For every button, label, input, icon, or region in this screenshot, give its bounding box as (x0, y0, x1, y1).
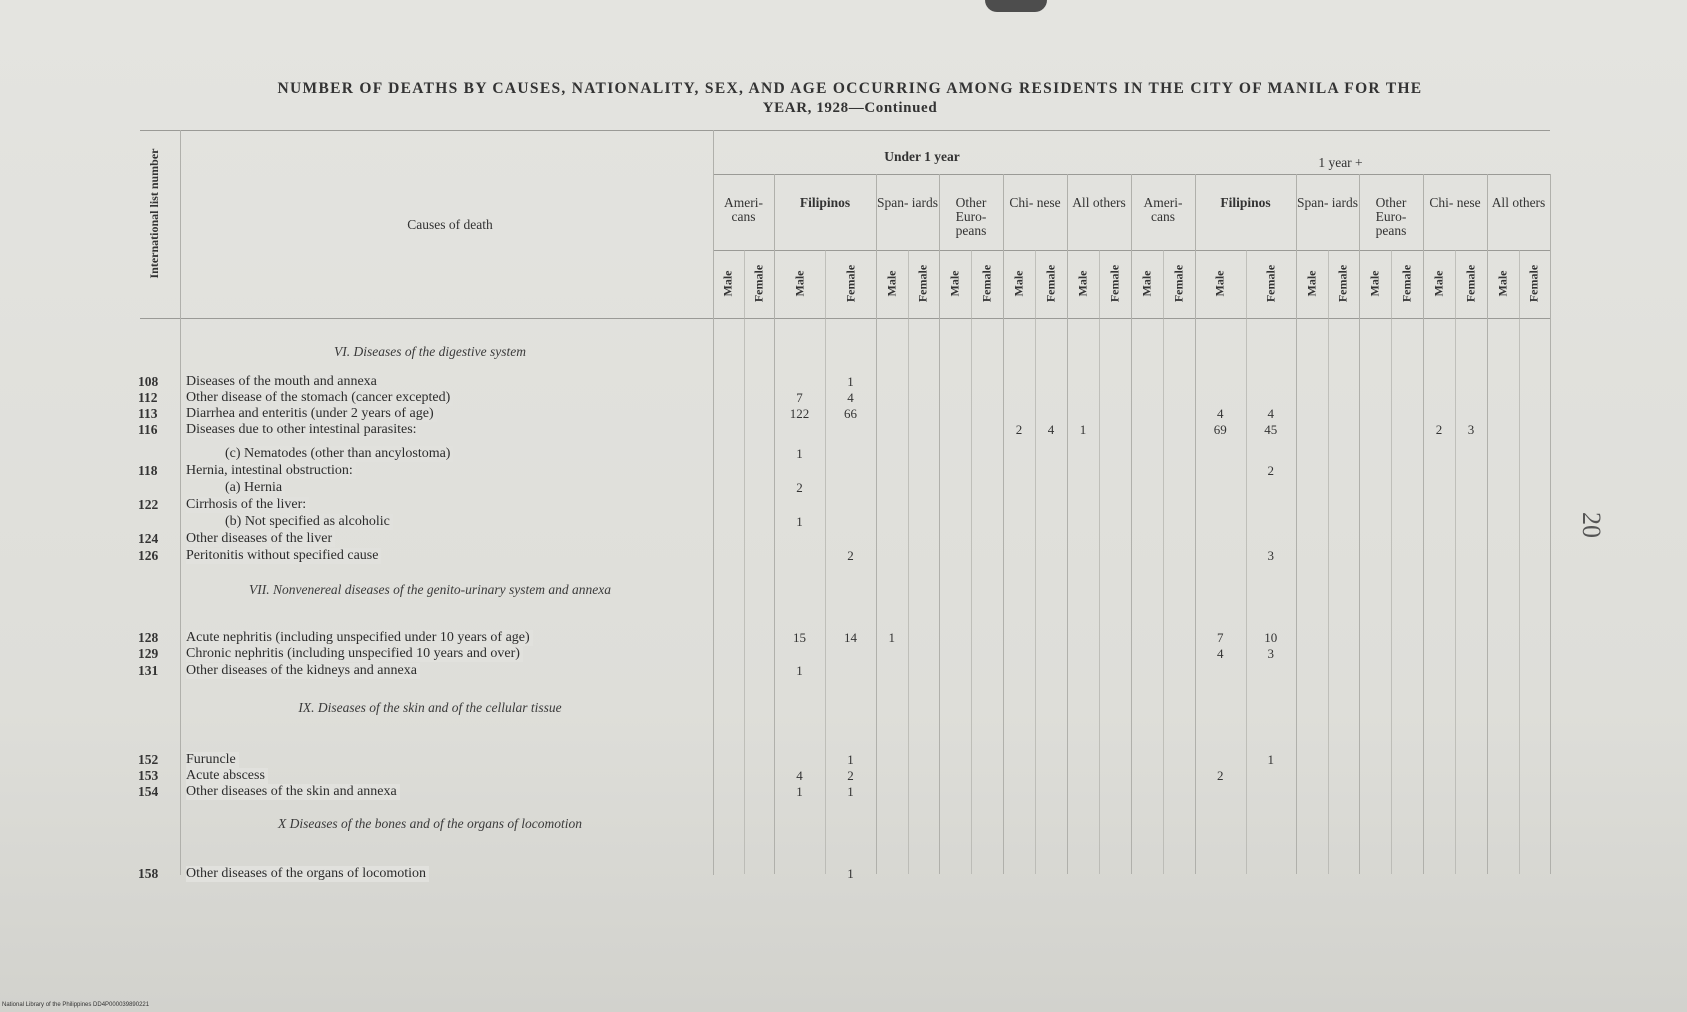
list-number: 128 (138, 630, 159, 645)
death-count-cell: 1 (847, 752, 854, 767)
table-row (0, 784, 1560, 800)
page-number: 20 (1577, 512, 1606, 538)
female-column-header: Female (1335, 264, 1350, 303)
cause-label: Furuncle (186, 752, 239, 768)
death-count-cell: 3 (1467, 422, 1475, 437)
death-count-cell: 4 (1217, 646, 1224, 661)
table-row (0, 463, 1560, 479)
death-count-cell: 45 (1264, 422, 1278, 437)
cause-label: Diseases due to other intestinal parasites: (186, 422, 420, 438)
table-row (0, 374, 1560, 390)
list-number: 113 (138, 406, 158, 421)
death-count-cell: 1 (1267, 752, 1274, 767)
table-row (0, 646, 1560, 662)
death-count-cell: 66 (844, 406, 857, 421)
leader-dots (190, 492, 1550, 493)
table-row (0, 866, 1560, 882)
list-number: 131 (138, 663, 159, 678)
nationality-header: Other Euro- peans (1375, 195, 1407, 238)
male-column-header: Male (1304, 270, 1319, 297)
female-column-header: Female (1463, 264, 1478, 303)
male-column-header: Male (1212, 270, 1227, 297)
male-column-header: Male (1075, 270, 1090, 297)
nationality-header: Chi- nese (1009, 195, 1061, 210)
death-count-cell: 4 (847, 390, 854, 405)
male-column-header: Male (792, 270, 806, 297)
nationality-header: All others (1072, 195, 1126, 210)
cause-label: Diseases of the mouth and annexa (186, 374, 380, 390)
death-count-cell: 1 (796, 446, 803, 461)
table-row (0, 497, 1560, 513)
table-row (0, 548, 1560, 564)
leader-dots (190, 780, 1550, 781)
nationality-header: Span- iards (876, 195, 939, 210)
cause-label: Other diseases of the kidneys and annexa (186, 663, 420, 679)
section-heading: X Diseases of the bones and of the organs of locomotion (278, 816, 582, 831)
cause-label: Acute abscess (186, 768, 268, 784)
nationality-header: Ameri- cans (1143, 195, 1183, 224)
causes-of-death-header: Causes of death (407, 217, 493, 232)
female-column-header: Female (1526, 264, 1541, 303)
death-count-cell: 122 (789, 406, 810, 421)
cause-label: Other disease of the stomach (cancer excepted) (186, 390, 453, 406)
death-count-cell: 4 (1217, 406, 1224, 421)
male-column-header: Male (1431, 270, 1446, 297)
leader-dots (190, 764, 1550, 765)
death-count-cell: 4 (1047, 422, 1055, 437)
table-row (0, 480, 1560, 496)
female-column-header: Female (979, 264, 994, 303)
cause-label: (b) Not specified as alcoholic (225, 514, 393, 530)
death-count-cell: 1 (796, 514, 803, 529)
table-row (0, 630, 1560, 646)
table-row (0, 663, 1560, 679)
table-row (0, 768, 1560, 784)
list-number: 152 (138, 752, 159, 767)
death-count-cell: 2 (1267, 463, 1274, 478)
list-number: 129 (138, 646, 159, 661)
death-count-cell: 14 (844, 630, 857, 645)
leader-dots (190, 526, 1550, 527)
section-heading: VII. Nonvenereal diseases of the genito-urinary system and annexa (248, 582, 612, 597)
1-year-plus-header: 1 year + (1318, 155, 1363, 170)
list-number: 112 (138, 390, 158, 405)
death-count-cell: 2 (847, 548, 854, 563)
death-count-cell: 4 (796, 768, 803, 783)
nationality-header: Filipinos (799, 195, 851, 210)
leader-dots (190, 386, 1550, 387)
male-column-header: Male (1139, 270, 1154, 297)
leader-dots (190, 475, 1550, 476)
header-top-rule (140, 130, 1550, 131)
death-count-cell: 2 (1435, 422, 1443, 437)
table-row (0, 446, 1560, 462)
death-count-cell: 2 (1217, 768, 1224, 783)
list-number: 153 (138, 768, 159, 783)
female-column-header: Female (915, 264, 930, 303)
nationality-header: Ameri- cans (724, 195, 763, 224)
leader-dots (190, 509, 1550, 510)
female-column-header: Female (843, 264, 857, 303)
cause-label: Chronic nephritis (including unspecified 10 years and over) (186, 646, 523, 662)
death-count-cell: 2 (847, 768, 854, 783)
death-count-cell: 10 (1264, 630, 1278, 645)
death-count-cell: 1 (888, 630, 895, 645)
death-count-cell: 1 (847, 866, 854, 881)
male-column-header: Male (1367, 270, 1382, 297)
death-count-cell: 1 (1079, 422, 1087, 437)
male-column-header: Male (1011, 270, 1026, 297)
table-title-line-2: YEAR, 1928—Continued (762, 100, 938, 116)
cause-label: Acute nephritis (including unspecified under 10 years of age) (186, 630, 533, 646)
death-count-cell: 1 (796, 784, 803, 799)
table-row (0, 752, 1560, 768)
scan-footer: National Library of the Philippines DD4P000039890221 (2, 1002, 150, 1008)
death-count-cell: 2 (1015, 422, 1023, 437)
female-column-header: Female (1263, 264, 1278, 303)
table-row (0, 422, 1560, 438)
list-number: 124 (138, 531, 159, 546)
death-count-cell: 2 (796, 480, 803, 495)
death-count-cell: 3 (1267, 646, 1274, 661)
cause-label: Other diseases of the liver (186, 531, 335, 547)
section-heading: IX. Diseases of the skin and of the cellular tissue (298, 700, 562, 715)
nationality-header: Chi- nese (1429, 195, 1481, 210)
death-count-cell: 69 (1213, 422, 1227, 437)
under-1-year-header: Under 1 year (884, 149, 960, 164)
cause-label: Cirrhosis of the liver: (186, 497, 309, 513)
section-heading: VI. Diseases of the digestive system (334, 344, 526, 359)
cause-label: Other diseases of the skin and annexa (186, 784, 400, 800)
death-count-cell: 1 (847, 784, 854, 799)
table-title-line-1: NUMBER OF DEATHS BY CAUSES, NATIONALITY, SEX, AND AGE OCCURRING AMONG RESIDENTS IN THE CITY OF MANILA FOR THE (277, 80, 1423, 97)
cause-label: (a) Hernia (225, 480, 285, 496)
female-column-header: Female (1107, 264, 1122, 303)
cause-label: Hernia, intestinal obstruction: (186, 463, 356, 479)
table-row (0, 406, 1560, 422)
death-count-cell: 7 (1217, 630, 1224, 645)
death-count-cell: 15 (793, 630, 806, 645)
female-column-header: Female (751, 264, 766, 303)
ink-blot (985, 0, 1047, 12)
cause-label: Diarrhea and enteritis (under 2 years of age) (186, 406, 437, 422)
male-column-header: Male (884, 270, 899, 297)
table-row (0, 514, 1560, 530)
list-number: 118 (138, 463, 158, 478)
list-number: 154 (138, 784, 159, 799)
list-number: 122 (138, 497, 159, 512)
cause-label: (c) Nematodes (other than ancylostoma) (225, 446, 453, 462)
cause-label: Other diseases of the organs of locomotion (186, 866, 429, 882)
female-column-header: Female (1171, 264, 1186, 303)
list-number: 108 (138, 374, 159, 389)
death-count-cell: 7 (796, 390, 803, 405)
nationality-header: All others (1491, 195, 1546, 210)
leader-dots (190, 560, 1550, 561)
list-number: 126 (138, 548, 159, 563)
nationality-header: Other Euro- peans (955, 195, 987, 238)
list-number: 158 (138, 866, 159, 881)
male-column-header: Male (720, 270, 735, 297)
male-column-header: Male (1495, 270, 1510, 297)
international-list-number-header: International list number (147, 148, 161, 279)
list-number: 116 (138, 422, 158, 437)
female-column-header: Female (1399, 264, 1414, 303)
female-column-header: Female (1043, 264, 1058, 303)
nationality-header: Span- iards (1296, 195, 1359, 210)
death-count-cell: 1 (847, 374, 854, 389)
table-row (0, 531, 1560, 547)
death-count-cell: 4 (1267, 406, 1274, 421)
death-count-cell: 1 (796, 663, 803, 678)
header-bottom-rule (140, 318, 1550, 319)
death-count-cell: 3 (1267, 548, 1274, 563)
leader-dots (190, 543, 1550, 544)
male-column-header: Male (947, 270, 962, 297)
table-row (0, 390, 1560, 406)
cause-label: Peritonitis without specified cause (186, 548, 381, 564)
nationality-header: Filipinos (1220, 195, 1271, 210)
